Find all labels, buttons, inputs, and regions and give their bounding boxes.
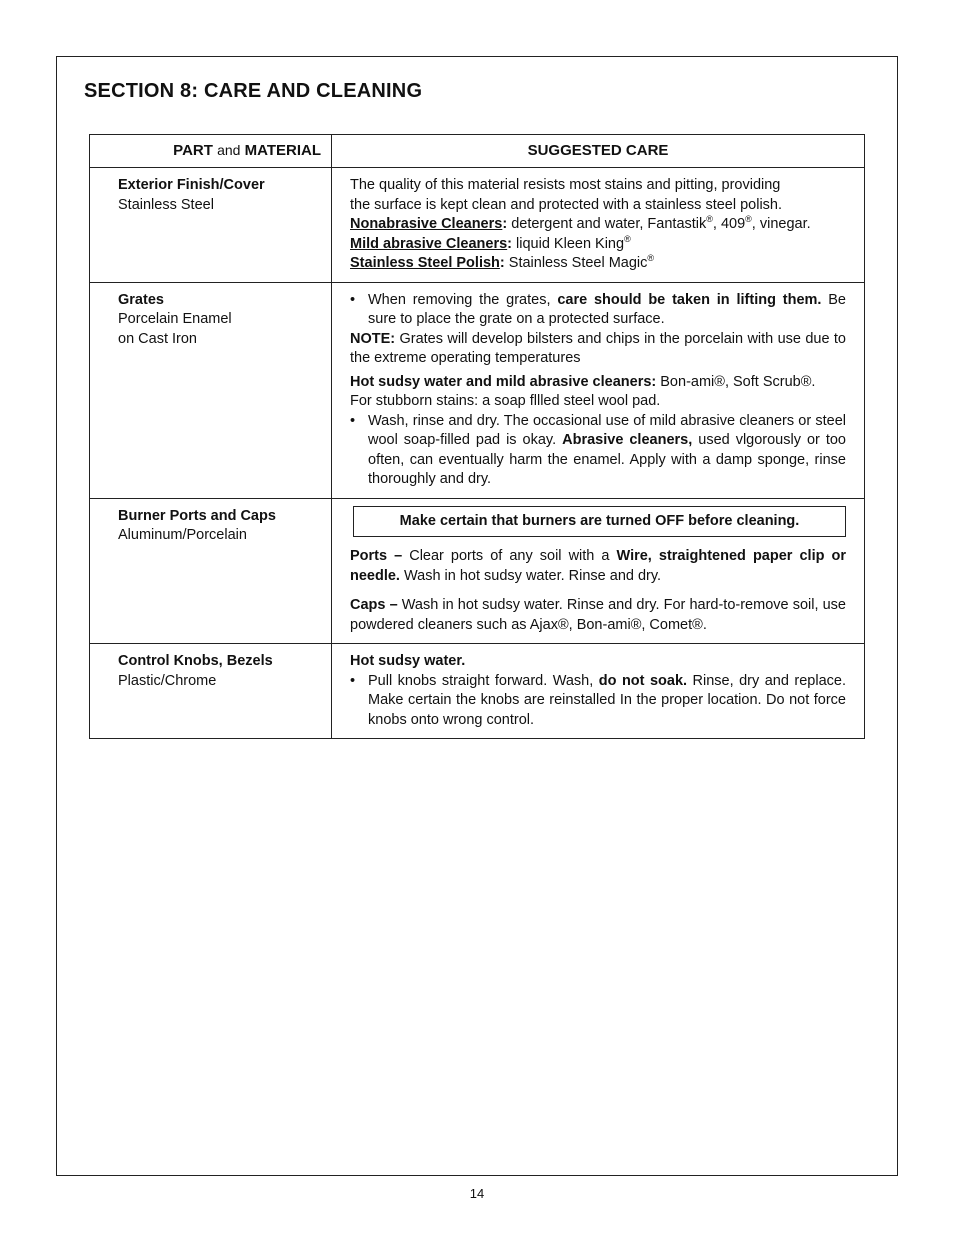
table-header-row: [90, 135, 865, 168]
care-cell: [332, 168, 865, 283]
bullet-item: • Pull knobs straight forward. Wash, do not soak. Rinse, dry and replace. Make certain the knobs are reinstalled In the proper location. Do not force knobs onto wrong control.: [350, 672, 846, 728]
care-text: The quality of this material resists most stains and pitting, providing: [350, 177, 781, 193]
part-cell: [90, 498, 332, 644]
warning-box: Make certain that burners are turned OFF before cleaning.: [353, 506, 846, 538]
part-material: on Cast Iron: [118, 330, 197, 347]
table-row: [90, 498, 865, 644]
bullet-icon: •: [350, 672, 356, 689]
bullet-item: • Wash, rinse and dry. The occasional use of mild abrasive cleaners or steel wool soap-filled pad is okay. Abrasive cleaners, used vlgorously or too often, can eventually harm the enamel. Apply with a damp sponge, rinse thoroughly and dry.: [350, 412, 847, 487]
part-cell: [90, 644, 332, 739]
table-row: [90, 282, 865, 498]
care-cell: [332, 644, 865, 739]
bullet-item: • When removing the grates, care should be taken in lifting them. Be sure to place the grate on a protected surface.: [350, 291, 846, 327]
bullet-icon: •: [350, 412, 356, 429]
hot-sudsy-line: Hot sudsy water and mild abrasive cleaners: Bon-ami®, Soft Scrub®.: [350, 373, 816, 390]
part-name: Exterior Finish/Cover: [118, 177, 265, 193]
table-row: [90, 168, 865, 283]
stubborn-line: For stubborn stains: a soap fllled steel wool pad.: [350, 393, 661, 409]
part-material: Stainless Steel: [118, 196, 214, 213]
care-text: the surface is kept clean and protected with a stainless steel polish.: [350, 196, 783, 213]
header-part-material: PART and MATERIAL: [90, 135, 332, 168]
note-line: NOTE: Grates will develop bilsters and chips in the porcelain with use due to the extreme operating temperatures: [350, 330, 846, 366]
bullet-icon: •: [350, 291, 356, 308]
part-cell: [90, 282, 332, 498]
ports-line: Ports – Clear ports of any soil with a Wire, straightened paper clip or needle. Wash in hot sudsy water. Rinse and dry.: [350, 548, 846, 584]
part-name: Control Knobs, Bezels: [118, 653, 273, 669]
part-material: Aluminum/Porcelain: [118, 527, 247, 543]
part-material: Porcelain Enamel: [118, 311, 232, 327]
polish-line: Stainless Steel Polish: Stainless Steel Magic®: [350, 253, 655, 271]
care-table: [89, 134, 865, 739]
table-row: [90, 644, 865, 739]
part-cell: [90, 168, 332, 283]
section-title: SECTION 8: CARE AND CLEANING: [84, 80, 423, 102]
mild-abrasive-line: Mild abrasive Cleaners: liquid Kleen King®: [350, 233, 631, 252]
part-name: Grates: [118, 291, 164, 308]
caps-line: Caps – Wash in hot sudsy water. Rinse and dry. For hard-to-remove soil, use powdered cleaners such as Ajax®, Bon-ami®, Comet®.: [350, 597, 846, 633]
care-cell: [332, 282, 865, 498]
header-suggested-care: SUGGESTED CARE: [332, 135, 865, 168]
hot-sudsy-line: Hot sudsy water.: [350, 653, 466, 669]
nonabrasive-line: Nonabrasive Cleaners: detergent and water, Fantastik®, 409®, vinegar.: [350, 214, 811, 232]
care-cell: [332, 498, 865, 644]
part-material: Plastic/Chrome: [118, 672, 217, 689]
page-number: 14: [469, 1186, 485, 1201]
part-name: Burner Ports and Caps: [118, 507, 276, 524]
